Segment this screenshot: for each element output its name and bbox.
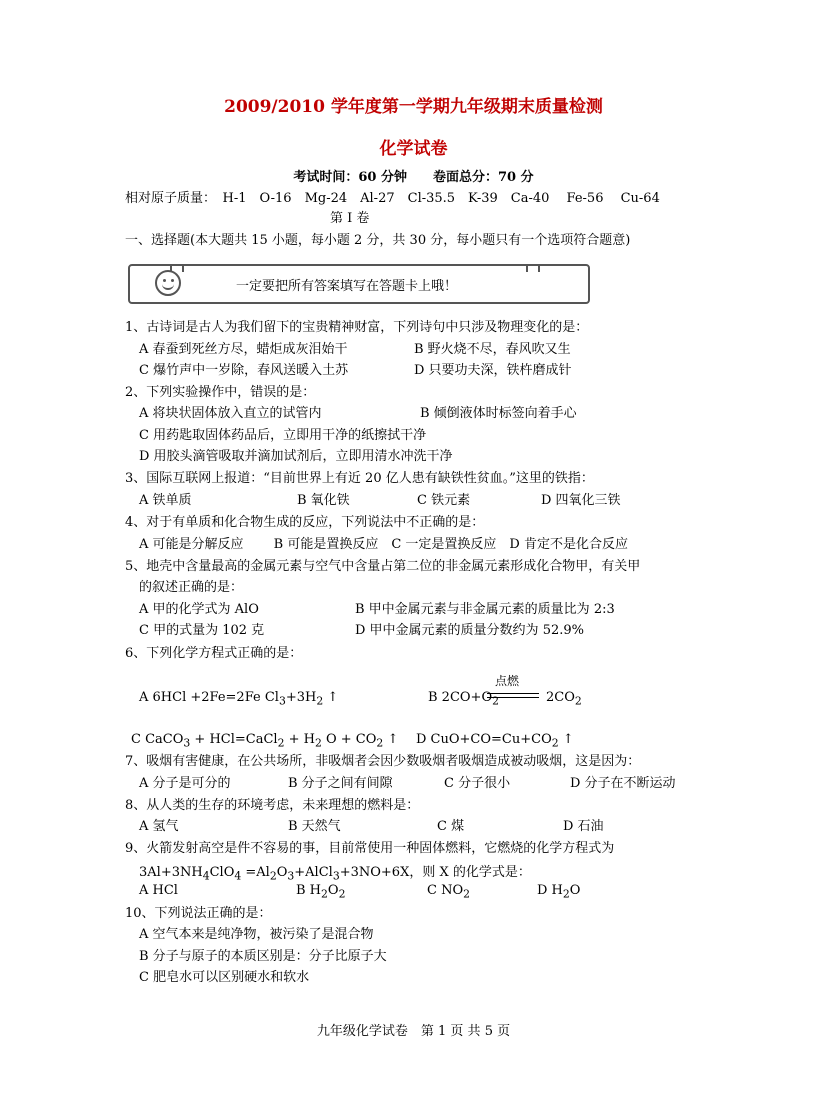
exam-info: 考试时间：60 分钟 卷面总分：70 分 <box>293 170 534 185</box>
banner-notch <box>526 264 540 272</box>
atomic-masses: 相对原子质量： H-1 O-16 Mg-24 Al-27 Cl-35.5 K-39 Ca-40 Fe-56 Cu-64 <box>125 191 660 206</box>
question-1-option-a: A 春蚕到死丝方尽，蜡炬成灰泪始干 <box>139 342 348 357</box>
question-7-option-d: D 分子在不断运动 <box>570 776 676 791</box>
question-1-option-b: B 野火烧不尽，春风吹又生 <box>414 342 571 357</box>
question-3-option-c: C 铁元素 <box>417 493 471 508</box>
question-8-option-d: D 石油 <box>563 819 604 834</box>
question-7-stem: 7、吸烟有害健康，在公共场所，非吸烟者会因少数吸烟者吸烟造成被动吸烟，这是因为： <box>125 754 641 769</box>
question-2-stem: 2、下列实验操作中，错误的是： <box>125 385 316 400</box>
question-6-option-a: A 6HCl +2Fe=2Fe $Cl_3+3H_2$ ↑ <box>139 690 339 708</box>
page-footer: 九年级化学试卷 第 1 页 共 5 页 <box>316 1024 511 1039</box>
question-9-option-a: A HCl <box>139 883 178 898</box>
question-1-option-c: C 爆竹声中一岁除，春风送暖入土苏 <box>139 363 349 378</box>
question-5-option-c: C 甲的式量为 102 克 <box>139 623 265 638</box>
question-5-stem: 5、地壳中含量最高的金属元素与空气中含量占第二位的非金属元素形成化合物甲，有关甲 <box>125 559 641 574</box>
section-instructions: 一、选择题(本大题共 15 小题，每小题 2 分，共 30 分，每小题只有一个选项符合题意) <box>125 233 631 248</box>
question-3-option-d: D 四氧化三铁 <box>541 493 621 508</box>
question-8-stem: 8、从人类的生存的环境考虑，未来理想的燃料是： <box>125 798 420 813</box>
question-10-option-a: A 空气本来是纯净物，被污染了是混合物 <box>139 927 374 942</box>
question-6-stem: 6、下列化学方程式正确的是： <box>125 646 303 661</box>
question-9-equation: $3Al+3NH_4ClO_4$ $=Al_2O_3+AlCl_3+3NO+6X$，则 X 的化学式是： <box>139 865 531 883</box>
question-6-option-d: D $CuO+CO=Cu+CO_2$ ↑ <box>416 732 574 750</box>
reaction-arrow <box>487 693 539 698</box>
question-2-option-d: D 用胶头滴管吸取并滴加试剂后，立即用清水冲洗干净 <box>139 449 453 464</box>
question-7-option-a: A 分子是可分的 <box>139 776 231 791</box>
question-8-option-c: C 煤 <box>437 819 465 834</box>
question-1-stem: 1、古诗词是古人为我们留下的宝贵精神财富，下列诗句中只涉及物理变化的是： <box>125 320 589 335</box>
exam-subtitle: 化学试卷 <box>379 139 448 159</box>
question-10-option-b: B 分子与原子的本质区别是：分子比原子大 <box>139 949 387 964</box>
question-4-options: A 可能是分解反应 B 可能是置换反应 C 一定是置换反应 D 肯定不是化合反应 <box>139 537 628 552</box>
question-3-option-a: A 铁单质 <box>139 493 192 508</box>
question-8-option-b: B 天然气 <box>288 819 341 834</box>
smiley-icon <box>155 270 181 296</box>
question-5-option-a: A 甲的化学式为 AlO <box>139 602 259 617</box>
exam-title: 2009/2010 学年度第一学期九年级期末质量检测 <box>224 97 603 117</box>
question-9-tail: ，则 X 的化学式是： <box>409 865 531 880</box>
question-4-stem: 4、对于有单质和化合物生成的反应，下列说法中不正确的是： <box>125 515 485 530</box>
question-9-option-c: C $NO_2$ <box>427 883 471 901</box>
question-2-option-a: A 将块状固体放入直立的试管内 <box>139 406 322 421</box>
question-5-option-b: B 甲中金属元素与非金属元素的质量比为 2:3 <box>355 602 615 617</box>
question-6-option-b: B $2CO+O_2$ <box>428 690 500 708</box>
answer-reminder-banner <box>128 264 590 304</box>
question-3-stem: 3、国际互联网上报道：“目前世界上有近 20 亿人患有缺铁性贫血。”这里的铁指： <box>125 471 594 486</box>
banner-message: 一定要把所有答案填写在答题卡上哦！ <box>236 279 458 294</box>
question-9-option-b: B $H_2O_2$ <box>296 883 346 901</box>
question-7-option-b: B 分子之间有间隙 <box>288 776 393 791</box>
question-2-option-b: B 倾倒液体时标签向着手心 <box>420 406 577 421</box>
question-5-option-d: D 甲中金属元素的质量分数约为 52.9% <box>355 623 584 638</box>
question-9-option-d: D $H_2O$ <box>537 883 581 901</box>
volume-label: 第 I 卷 <box>330 211 370 226</box>
question-3-option-b: B 氧化铁 <box>297 493 350 508</box>
question-10-option-c: C 肥皂水可以区别硬水和软水 <box>139 970 310 985</box>
question-6-option-b-product: $2CO_2$ <box>546 690 582 708</box>
question-5-stem-cont: 的叙述正确的是： <box>139 580 244 595</box>
question-9-stem: 9、火箭发射高空是件不容易的事，目前常使用一种固体燃料，它燃烧的化学方程式为 <box>125 841 615 856</box>
question-8-option-a: A 氢气 <box>139 819 179 834</box>
reaction-condition: 点燃 <box>495 674 520 688</box>
question-10-stem: 10、下列说法正确的是： <box>125 906 272 921</box>
question-2-option-c: C 用药匙取固体药品后，立即用干净的纸擦拭干净 <box>139 428 427 443</box>
question-1-option-d: D 只要功夫深，铁杵磨成针 <box>414 363 572 378</box>
question-7-option-c: C 分子很小 <box>444 776 511 791</box>
question-6-option-c: C CaCO$_3$ + HCl=CaCl$_2$ + $H_2$ $O + CO_2$ ↑ <box>131 732 399 750</box>
